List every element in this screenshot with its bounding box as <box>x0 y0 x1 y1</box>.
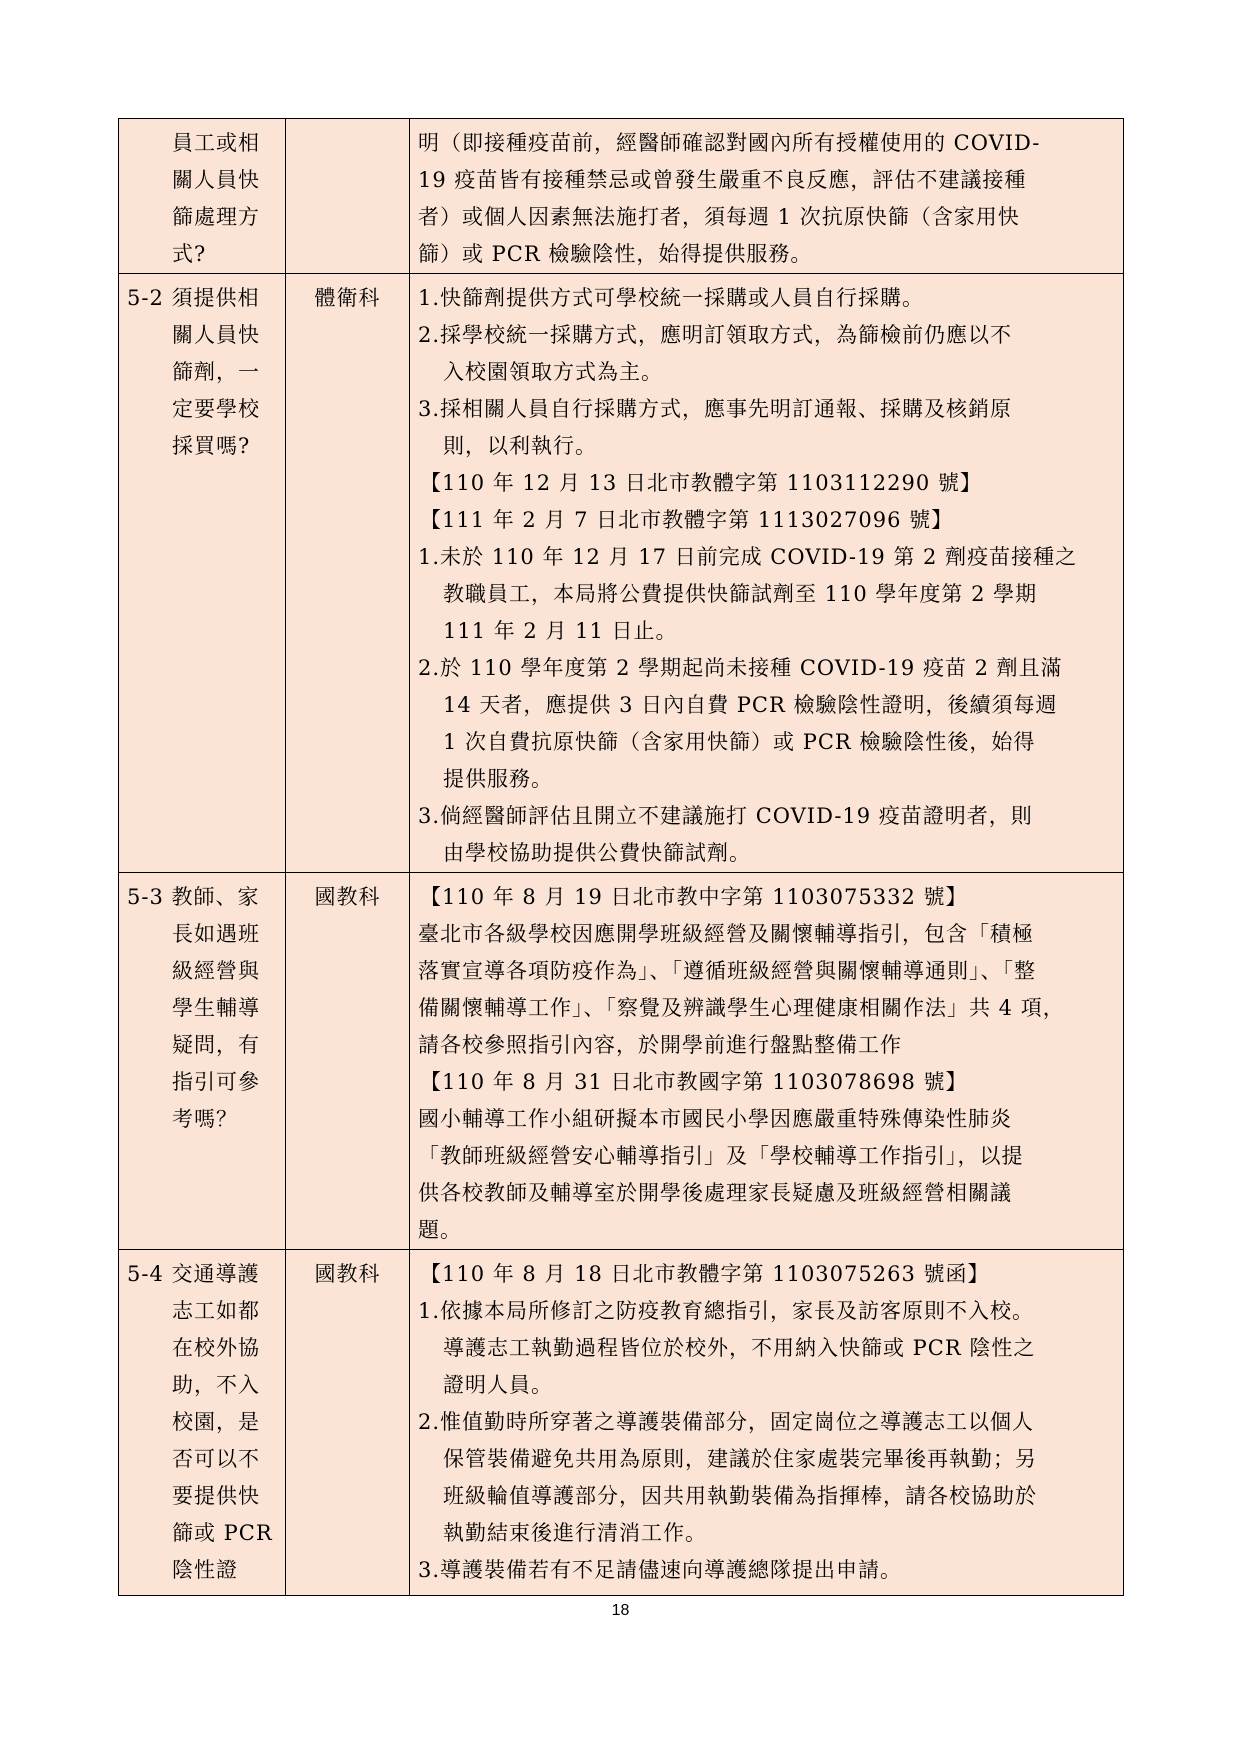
answer-line: 證明人員。 <box>443 1373 553 1397</box>
faq-table-body <box>119 119 1124 1596</box>
answer-line: 請各校參照指引內容，於開學前進行盤點整備工作 <box>418 1033 902 1057</box>
answer-line: 教職員工，本局將公費提供快篩試劑至 110 學年度第 2 學期 <box>443 582 1038 606</box>
faq-table <box>118 118 1124 1596</box>
answer-line: 2.惟值勤時所穿著之導護裝備部分，固定崗位之導護志工以個人 <box>418 1410 1035 1434</box>
question-line: 5-3 教師、家 <box>127 885 260 909</box>
question-line: 考嗎？ <box>172 1107 238 1131</box>
answer-line: 1 次自費抗原快篩（含家用快篩）或 PCR 檢驗陰性後，始得 <box>443 730 1036 754</box>
question-line: 關人員快 <box>172 168 260 192</box>
answer-line: 備關懷輔導工作」、「察覺及辨識學生心理健康相關作法」共 4 項， <box>418 996 1065 1020</box>
table-row <box>119 873 1124 1250</box>
answer-cell <box>410 274 1124 873</box>
unit-cell <box>286 274 410 873</box>
table-row <box>119 119 1124 274</box>
question-line: 志工如都 <box>172 1299 260 1323</box>
question-line: 指引可參 <box>172 1070 260 1094</box>
document-reference: 【110 年 8 月 18 日北市教體字第 1103075263 號函】 <box>420 1262 990 1286</box>
question-line: 要提供快 <box>172 1484 260 1508</box>
question-line: 校園，是 <box>172 1410 260 1434</box>
question-line: 篩劑，一 <box>172 360 260 384</box>
question-line: 關人員快 <box>172 323 260 347</box>
table-row <box>119 1250 1124 1596</box>
question-line: 篩或 PCR <box>172 1521 273 1545</box>
answer-line: 3.倘經醫師評估且開立不建議施打 COVID-19 疫苗證明者，則 <box>418 804 1033 828</box>
table-row <box>119 274 1124 873</box>
document-reference: 【110 年 8 月 31 日北市教國字第 1103078698 號】 <box>420 1070 968 1094</box>
question-line: 在校外協 <box>172 1336 260 1360</box>
unit-cell <box>286 873 410 1250</box>
question-line: 5-2 須提供相 <box>127 286 260 310</box>
answer-line: 落實宣導各項防疫作為」、「遵循班級經營與關懷輔導通則」、「整 <box>418 959 1036 983</box>
question-line: 陰性證 <box>172 1558 238 1582</box>
question-line: 疑問，有 <box>172 1033 260 1057</box>
question-line: 5-4 交通導護 <box>127 1262 260 1286</box>
question-line: 篩處理方 <box>172 205 260 229</box>
question-line: 長如遇班 <box>172 922 260 946</box>
answer-line: 2.於 110 學年度第 2 學期起尚未接種 COVID-19 疫苗 2 劑且滿 <box>418 656 1063 680</box>
answer-line: 「教師班級經營安心輔導指引」及「學校輔導工作指引」，以提 <box>418 1144 1024 1168</box>
answer-line: 14 天者，應提供 3 日內自費 PCR 檢驗陰性證明，後續須每週 <box>443 693 1058 717</box>
question-cell <box>119 873 286 1250</box>
document-reference: 【111 年 2 月 7 日北市教體字第 1113027096 號】 <box>420 508 954 532</box>
responsible-unit: 體衛科 <box>314 286 381 310</box>
question-line: 式? <box>172 242 207 266</box>
answer-line: 則，以利執行。 <box>443 434 597 458</box>
answer-line: 導護志工執勤過程皆位於校外，不用納入快篩或 PCR 陰性之 <box>443 1336 1036 1360</box>
answer-cell <box>410 873 1124 1250</box>
question-line: 採買嗎? <box>172 434 251 458</box>
answer-line: 由學校協助提供公費快篩試劑。 <box>443 841 751 865</box>
answer-line: 提供服務。 <box>443 767 553 791</box>
question-line: 否可以不 <box>172 1447 260 1471</box>
question-cell <box>119 274 286 873</box>
question-cell <box>119 1250 286 1596</box>
answer-line: 題。 <box>418 1218 462 1242</box>
answer-line: 2.採學校統一採購方式，應明訂領取方式，為篩檢前仍應以不 <box>418 323 1013 347</box>
answer-line: 1.依據本局所修訂之防疫教育總指引，家長及訪客原則不入校。 <box>418 1299 1035 1323</box>
answer-line: 供各校教師及輔導室於開學後處理家長疑慮及班級經營相關議 <box>418 1181 1012 1205</box>
document-reference: 【110 年 8 月 19 日北市教中字第 1103075332 號】 <box>420 885 968 909</box>
responsible-unit: 國教科 <box>314 1262 381 1286</box>
answer-line: 3.採相關人員自行採購方式，應事先明訂通報、採購及核銷原 <box>418 397 1013 421</box>
question-cell <box>119 119 286 274</box>
answer-line: 111 年 2 月 11 日止。 <box>443 619 678 643</box>
answer-line: 國小輔導工作小組研擬本市國民小學因應嚴重特殊傳染性肺炎 <box>418 1107 1012 1131</box>
unit-cell <box>286 1250 410 1596</box>
question-line: 定要學校 <box>172 397 260 421</box>
answer-line: 篩）或 PCR 檢驗陰性，始得提供服務。 <box>418 242 813 266</box>
responsible-unit: 國教科 <box>314 885 381 909</box>
question-line: 級經營與 <box>172 959 260 983</box>
answer-line: 入校園領取方式為主。 <box>443 360 663 384</box>
document-reference: 【110 年 12 月 13 日北市教體字第 1103112290 號】 <box>420 471 982 495</box>
page-number: 18 <box>611 1602 630 1619</box>
answer-line: 1.未於 110 年 12 月 17 日前完成 COVID-19 第 2 劑疫苗接種之 <box>418 545 1078 569</box>
question-line: 學生輔導 <box>172 996 260 1020</box>
answer-line: 明（即接種疫苗前，經醫師確認對國內所有授權使用的 COVID- <box>418 131 1041 155</box>
question-line: 員工或相 <box>172 131 260 155</box>
answer-cell <box>410 119 1124 274</box>
answer-cell <box>410 1250 1124 1596</box>
answer-line: 班級輪值導護部分，因共用執勤裝備為指揮棒，請各校協助於 <box>443 1484 1037 1508</box>
answer-line: 者）或個人因素無法施打者，須每週 1 次抗原快篩（含家用快 <box>418 205 1020 229</box>
answer-line: 臺北市各級學校因應開學班級經營及關懷輔導指引，包含「積極 <box>418 922 1034 946</box>
answer-line: 3.導護裝備若有不足請儘速向導護總隊提出申請。 <box>418 1558 903 1582</box>
question-line: 助，不入 <box>172 1373 260 1397</box>
answer-line: 1.快篩劑提供方式可學校統一採購或人員自行採購。 <box>418 286 925 310</box>
unit-cell <box>286 119 410 274</box>
answer-line: 執勤結束後進行清消工作。 <box>443 1521 707 1545</box>
answer-line: 19 疫苗皆有接種禁忌或曾發生嚴重不良反應，評估不建議接種 <box>418 168 1027 192</box>
answer-line: 保管裝備避免共用為原則，建議於住家處裝完畢後再執勤；另 <box>443 1447 1037 1471</box>
